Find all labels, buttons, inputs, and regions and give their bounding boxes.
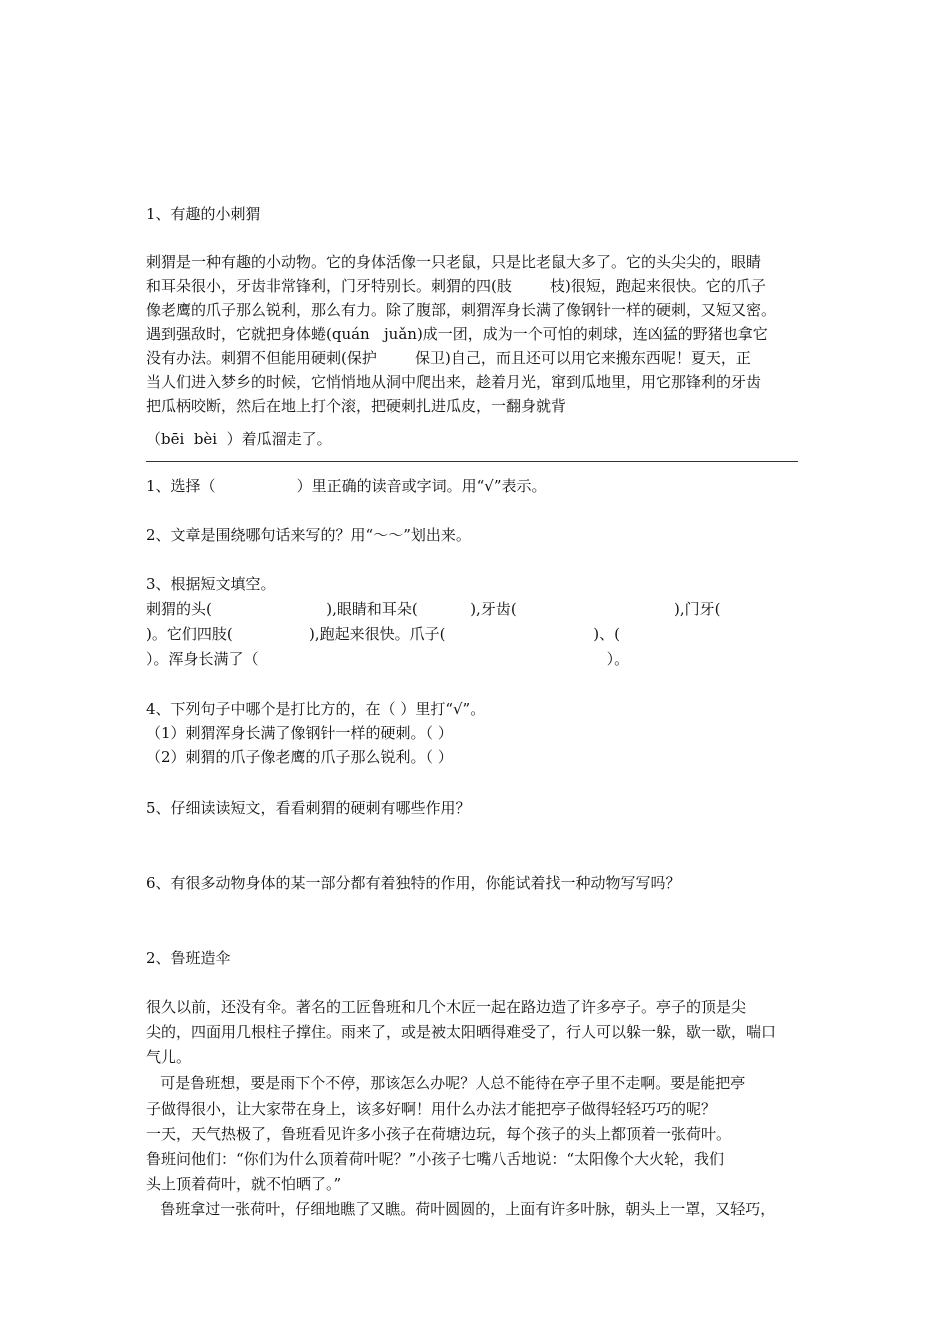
question-3-line: 刺猬的头( ),眼睛和耳朵( ),牙齿( ),门牙( <box>146 600 721 618</box>
divider-line <box>146 461 798 462</box>
passage1-line: 和耳朵很小，牙齿非常锋利，门牙特别长。刺猬的四(肢 枝)很短，跑起来很快。它的爪子 <box>146 277 766 295</box>
section1-title: 1、有趣的小刺猬 <box>146 205 261 223</box>
passage2-line: 鲁班问他们：“你们为什么顶着荷叶呢？”小孩子七嘴八舌地说：“太阳像个大火轮，我们 <box>146 1150 725 1168</box>
passage2-line: 头上顶着荷叶，就不怕晒了。” <box>146 1175 342 1193</box>
section2-title: 2、鲁班造伞 <box>146 949 231 967</box>
question-6: 6、有很多动物身体的某一部分都有着独特的作用，你能试着找一种动物写写吗？ <box>146 874 681 892</box>
passage2-line: 尖的，四面用几根柱子撑住。雨来了，或是被太阳晒得难受了，行人可以躲一躲，歇一歇，喘口 <box>146 1023 777 1041</box>
passage2-line: 气儿。 <box>146 1048 192 1066</box>
passage2-line: 一天，天气热极了，鲁班看见许多小孩子在荷塘边玩，每个孩子的头上都顶着一张荷叶。 <box>146 1125 732 1143</box>
passage2-line: 子做得很小，让大家带在身上，该多好啊！用什么办法才能把亭子做得轻轻巧巧的呢？ <box>146 1100 717 1118</box>
question-2: 2、文章是围绕哪句话来写的？用“～～”划出来。 <box>146 526 471 544</box>
passage2-line: 鲁班拿过一张荷叶，仔细地瞧了又瞧。荷叶圆圆的，上面有许多叶脉，朝头上一罩，又轻巧， <box>146 1200 776 1218</box>
question-4-item: （2）刺猬的爪子像老鹰的爪子那么锐利。（ ） <box>146 748 453 766</box>
passage1-line: 把瓜柄咬断，然后在地上打个滚，把硬刺扎进瓜皮，一翻身就背 <box>146 397 567 415</box>
passage2-line: 可是鲁班想，要是雨下个不停，那该怎么办呢？人总不能待在亭子里不走啊。要是能把亭 <box>146 1074 746 1092</box>
question-4-title: 4、下列句子中哪个是打比方的，在（ ）里打“√”。 <box>146 700 486 718</box>
passage1-line: 像老鹰的爪子那么锐利，那么有力。除了腹部，刺猬浑身长满了像钢针一样的硬刺，又短又密。 <box>146 301 777 319</box>
passage1-line: 刺猬是一种有趣的小动物。它的身体活像一只老鼠，只是比老鼠大多了。它的头尖尖的，眼睛 <box>146 253 762 271</box>
passage1-line: 遇到强敌时，它就把身体蜷(quán juǎn)成一团，成为一个可怕的刺球，连凶猛的野猪也拿它 <box>146 325 768 343</box>
passage1-line: 当人们进入梦乡的时候，它悄悄地从洞中爬出来，趁着月光，窜到瓜地里，用它那锋利的牙齿 <box>146 373 762 391</box>
passage2-line: 很久以前，还没有伞。著名的工匠鲁班和几个木匠一起在路边造了许多亭子。亭子的顶是尖 <box>146 998 747 1016</box>
question-1: 1、选择（ ）里正确的读音或字词。用“√”表示。 <box>146 477 547 495</box>
passage1-line: 没有办法。刺猬不但能用硬刺(保护 保卫)自己，而且还可以用它来搬东西呢！夏天，正 <box>146 349 751 367</box>
question-3-line: )。它们四肢( ),跑起来很快。爪子( )、( <box>146 625 620 643</box>
question-4-item: （1）刺猬浑身长满了像钢针一样的硬刺。（ ） <box>146 724 453 742</box>
question-5: 5、仔细读读短文，看看刺猬的硬刺有哪些作用？ <box>146 799 471 817</box>
question-3-line: ）。浑身长满了（ ）。 <box>146 650 630 668</box>
question-3-title: 3、根据短文填空。 <box>146 575 276 593</box>
passage1-line: （bēi bèi ）着瓜溜走了。 <box>146 430 332 448</box>
